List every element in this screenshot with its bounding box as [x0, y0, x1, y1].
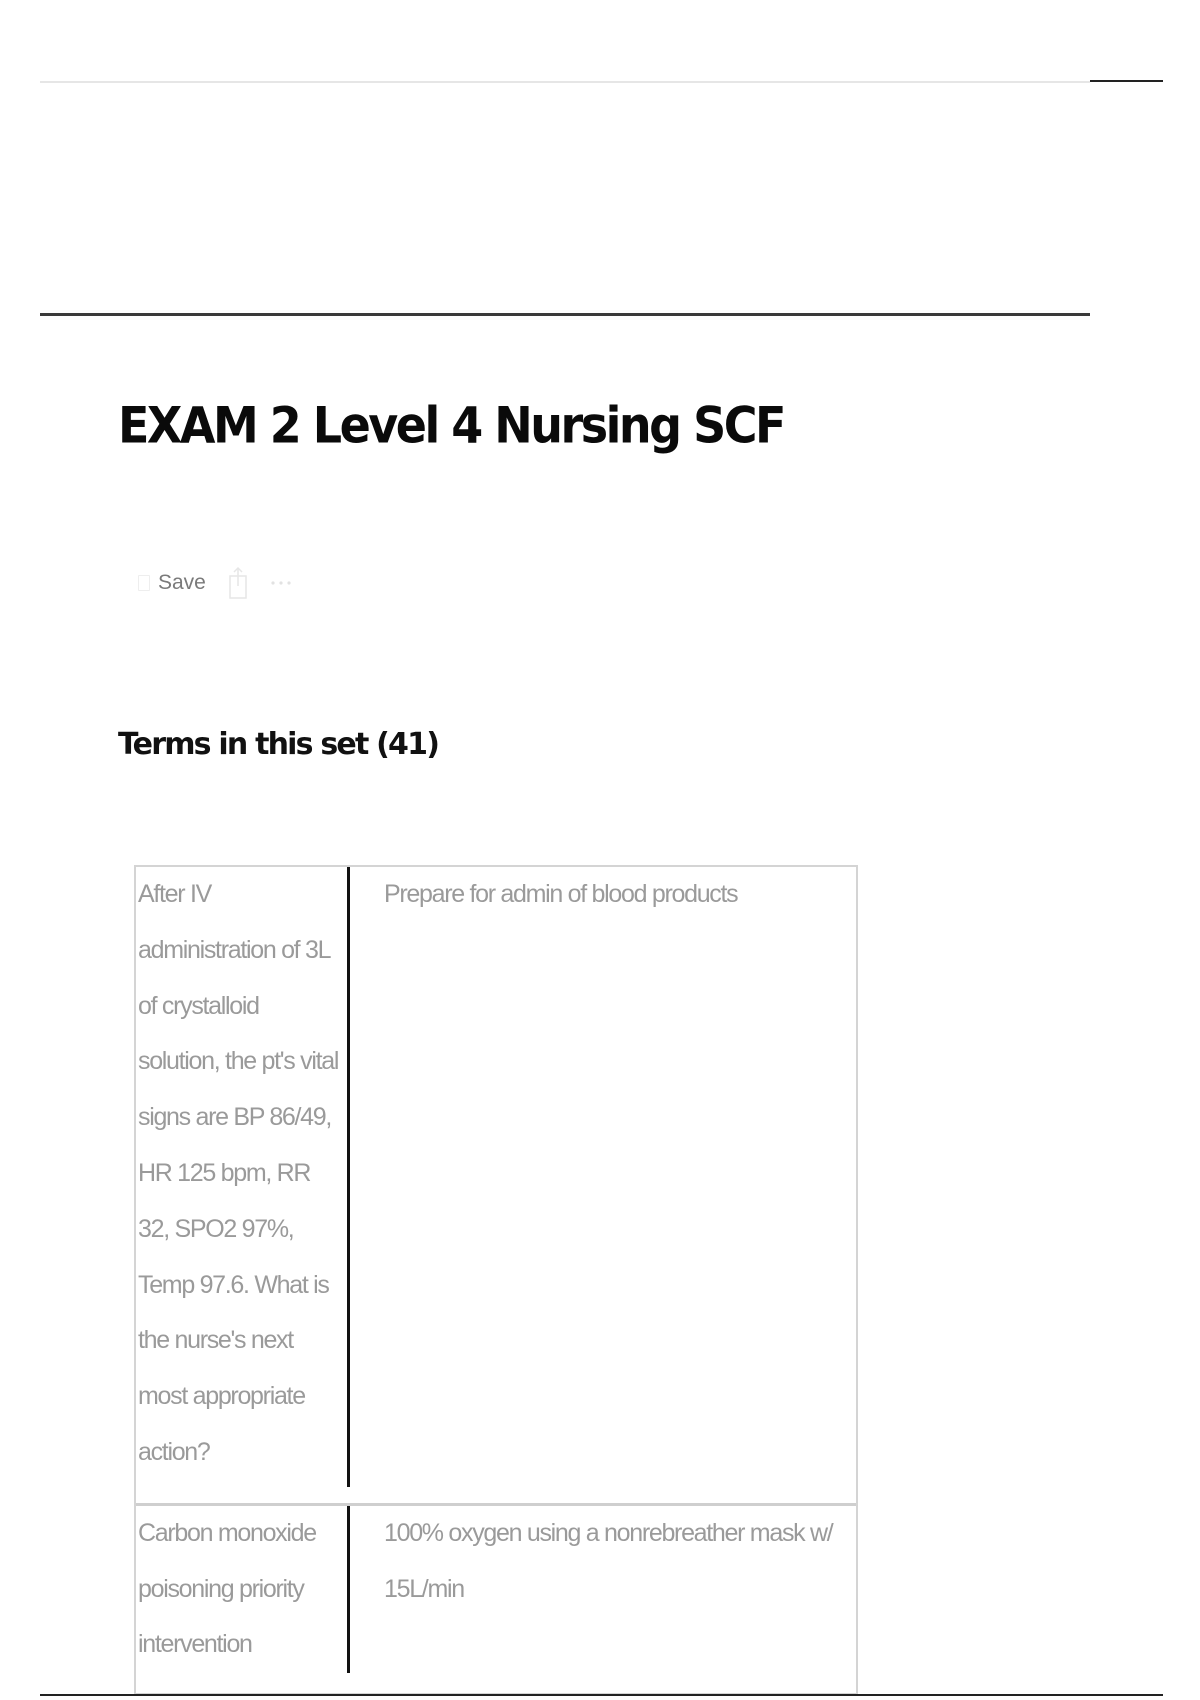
share-button[interactable]: [228, 566, 248, 600]
page-title: EXAM 2 Level 4 Nursing SCF: [118, 396, 784, 455]
term-card[interactable]: [136, 867, 856, 1503]
share-icon: [228, 566, 248, 600]
set-toolbar: [138, 566, 292, 600]
save-button-label: Save: [158, 571, 206, 594]
top-divider: [40, 81, 1090, 83]
terms-table: [134, 865, 858, 1695]
more-options-button[interactable]: [270, 579, 292, 587]
top-divider-accent: [1090, 80, 1163, 82]
term-text: After IV administration of 3L of crystalloid solution, the pt's vital signs are BP 86/49, HR 125 bpm, RR 32, SPO2 97%, Temp 97.6. What is the nurse's next most appropriate action?: [136, 867, 350, 1487]
more-icon: [270, 579, 292, 587]
header-divider: [40, 313, 1090, 316]
term-text: Carbon monoxide poisoning priority intervention: [136, 1506, 350, 1673]
save-button[interactable]: [138, 571, 206, 595]
terms-heading: Terms in this set (41): [118, 727, 439, 762]
bottom-divider: [40, 1694, 1163, 1696]
definition-text: Prepare for admin of blood products: [384, 880, 738, 908]
definition-text: 100% oxygen using a nonrebreather mask w/ 15L/min: [384, 1518, 833, 1603]
term-card[interactable]: [136, 1503, 856, 1693]
bookmark-icon: [138, 575, 150, 591]
